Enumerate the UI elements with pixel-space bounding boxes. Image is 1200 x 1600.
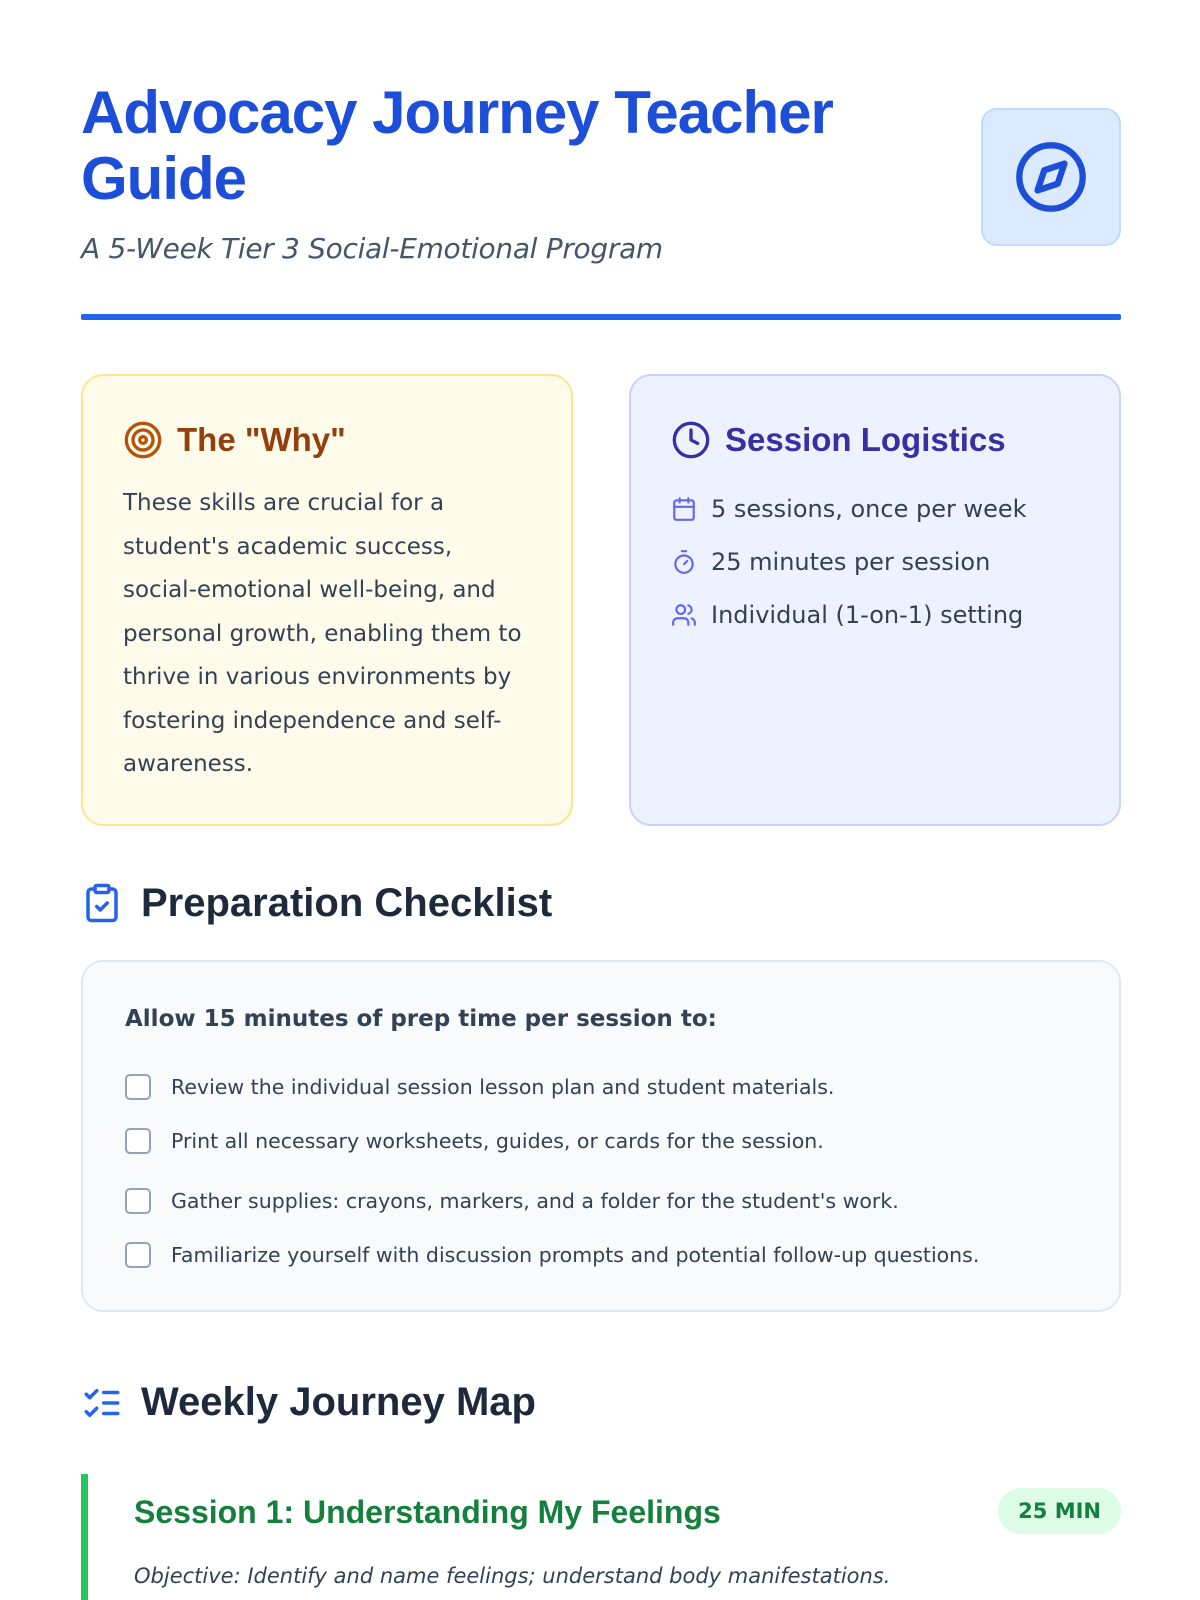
page-title: Advocacy Journey Teacher Guide (81, 79, 833, 212)
why-card (81, 374, 573, 826)
checklist-item-text: Review the individual session lesson plan and student materials. (171, 1075, 835, 1099)
why-heading: The "Why" (177, 421, 346, 458)
compass-badge (981, 108, 1121, 246)
journey-section-header (81, 1380, 536, 1425)
session-title: Session 1: Understanding My Feelings (134, 1494, 721, 1530)
header-divider (81, 314, 1121, 320)
why-text: These skills are crucial for a student's academic success, social-emotional well-being, and personal growth, enabling them to thrive in various environments by fostering independence and self-awareness. (123, 490, 522, 777)
checkbox[interactable] (125, 1128, 151, 1154)
clock-icon (671, 420, 711, 460)
checklist-intro: Allow 15 minutes of prep time per session to: (125, 1006, 717, 1032)
checkbox[interactable] (125, 1242, 151, 1268)
journey-heading: Weekly Journey Map (141, 1380, 536, 1424)
logistics-item (671, 482, 1079, 535)
logistics-item-text: Individual (1-on-1) setting (711, 600, 1024, 629)
stopwatch-icon (671, 549, 697, 575)
prep-checklist (81, 960, 1121, 1312)
checkbox[interactable] (125, 1074, 151, 1100)
why-card-header (123, 418, 531, 462)
guide-page (81, 0, 1121, 1588)
users-icon (671, 602, 697, 628)
logistics-card-header (671, 418, 1079, 462)
checkbox[interactable] (125, 1188, 151, 1214)
checklist-item (125, 1060, 1077, 1114)
duration-badge: 25 MIN (998, 1488, 1121, 1534)
checklist-item-text: Print all necessary worksheets, guides, or cards for the session. (171, 1129, 824, 1153)
checklist-items (125, 1060, 1077, 1282)
logistics-item-text: 5 sessions, once per week (711, 494, 1027, 523)
prep-section-header (81, 880, 552, 926)
checklist-item (125, 1174, 1077, 1228)
target-icon (123, 420, 163, 460)
checklist-item (125, 1228, 1077, 1282)
list-checks-icon (81, 1382, 123, 1424)
checklist-item-text: Gather supplies: crayons, markers, and a folder for the student's work. (171, 1189, 899, 1213)
clipboard-check-icon (81, 880, 123, 926)
checklist-item-text: Familiarize yourself with discussion prompts and potential follow-up questions. (171, 1243, 980, 1267)
logistics-item-text: 25 minutes per session (711, 547, 991, 576)
logistics-heading: Session Logistics (725, 421, 1006, 458)
calendar-icon (671, 496, 697, 522)
logistics-list (671, 482, 1079, 641)
page-header (81, 0, 1121, 322)
compass-icon (1013, 139, 1089, 215)
prep-heading: Preparation Checklist (141, 880, 553, 925)
logistics-card (629, 374, 1121, 826)
session-card (81, 1474, 1121, 1600)
page-subtitle: A 5-Week Tier 3 Social-Emotional Program (81, 232, 663, 265)
overview-cards (81, 374, 1121, 826)
session-objective: Objective: Identify and name feelings; understand body manifestations. (134, 1564, 891, 1588)
logistics-item (671, 535, 1079, 588)
logistics-item (671, 588, 1079, 641)
checklist-item (125, 1114, 1077, 1168)
